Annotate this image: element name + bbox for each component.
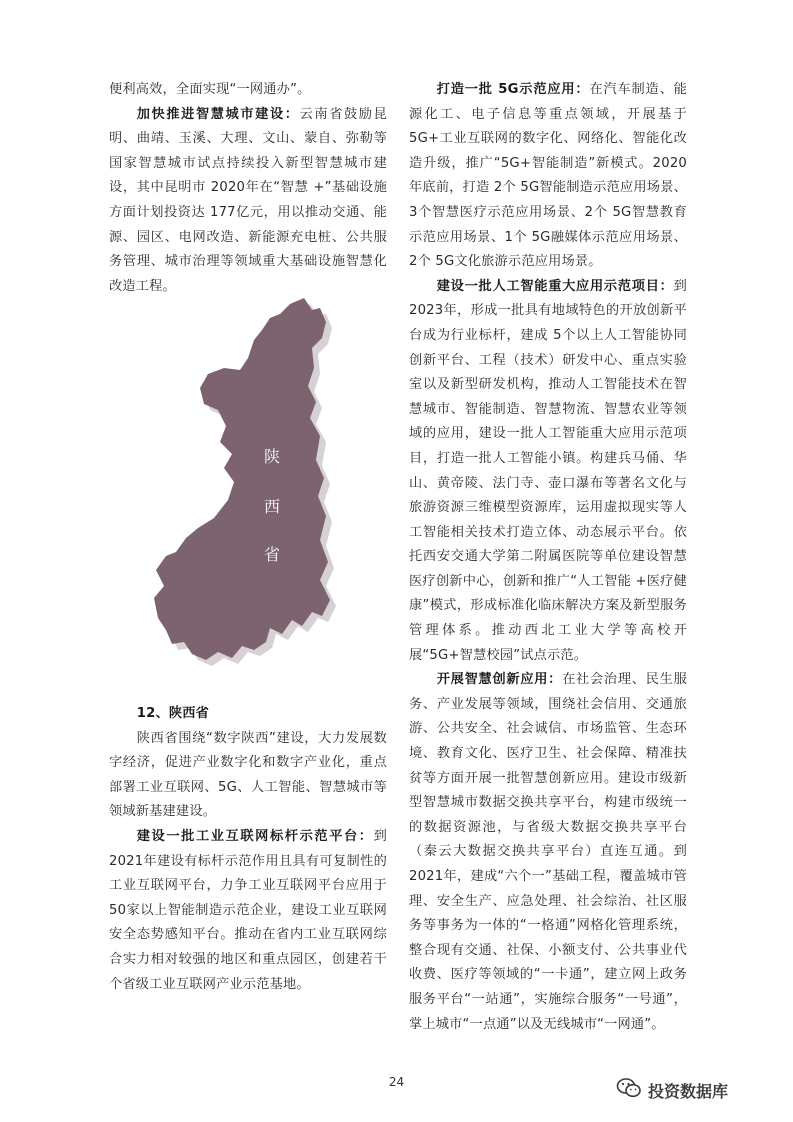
paragraph-ai-body: 到2023年，形成一批具有地域特色的开放创新平台成为行业标杆，建成 5个以上人工智能协同创新平台、工程（技术）研发中心、重点实验室以及新型研发机构，推动人工智能技术在智慧城市、智能制造、智慧物流、智慧农业等领域的应用，建设一批人工智能重大应用示范项目，打造一批人工智能小镇。构建兵马俑、华山、黄帝陵、法门寺、壶口瀑布等著名文化与旅游资源三维模型资源库，运用虚拟现实等人工智能相关技术打造立体、动态展示平台。依托西安交通大学第二附属医院等单位建设智慧医疗创新中心，创新和推广“人工智能 +医疗健康”模式，形成标准化临床解决方案及新型服务管理体系。推动西北工业大学等高校开展“5G+智慧校园”试点示范。 bbox=[409, 278, 687, 663]
paragraph-smart-city bbox=[109, 103, 387, 300]
paragraph-smart-city-title: 加快推进智慧城市建设： bbox=[136, 106, 300, 122]
paragraph-industrial-internet bbox=[109, 825, 387, 997]
map-label-sheng: 省 bbox=[264, 545, 281, 564]
paragraph-ai bbox=[409, 275, 687, 669]
paragraph-5g-body: 在汽车制造、能源化工、电子信息等重点领域，开展基于 5G+工业互联网的数字化、网络化、智能化改造升级，推广“5G+智能制造”新模式。2020年底前，打造 2个 5G智能制造示范应用场景、3个智慧医疗示范应用场景、2个 5G智慧教育示范应用场景、1个 5G融媒体示范应用场景、2个 5G文化旅游示范应用场景。 bbox=[409, 82, 687, 270]
left-column bbox=[109, 78, 387, 299]
watermark-text: 投资数据库 bbox=[648, 1081, 729, 1101]
paragraph-ai-title: 建设一批人工智能重大应用示范项目： bbox=[436, 278, 674, 294]
paragraph-5g bbox=[409, 78, 687, 275]
paragraph-industrial-internet-body: 到2021年建设有标杆示范作用且具有可复制性的工业互联网平台，力争工业互联网平台应用于50家以上智能制造示范企业，建设工业互联网安全态势感知平台。推动在省内工业互联网综合实力相对较强的地区和重点园区，创建若干个省级工业互联网产业示范基地。 bbox=[109, 828, 387, 992]
shaanxi-map-region bbox=[154, 298, 330, 660]
section-title-shaanxi: 12、陕西省 bbox=[136, 706, 210, 721]
map-label-shaan: 陕 bbox=[264, 447, 281, 466]
paragraph-industrial-internet-title: 建设一批工业互联网标杆示范平台： bbox=[136, 828, 374, 844]
left-column-lower bbox=[109, 702, 387, 997]
wechat-icon bbox=[616, 1077, 642, 1103]
shaanxi-map-shape bbox=[150, 296, 340, 686]
paragraph-smart-city-body: 云南省鼓励昆明、曲靖、玉溪、大理、文山、蒙自、弥勒等国家智慧城市试点持续投入新型智慧城市建设，其中昆明市 2020年在“智慧 +”基础设施方面计划投资达 177亿元，用以推动交通、能源、园区、电网改造、新能源充电桩、公共服务管理、城市治理等领域重大基础设施智慧化改造工程。 bbox=[109, 106, 387, 294]
watermark bbox=[616, 1077, 728, 1103]
paragraph-shaanxi-intro: 陕西省围绕“数字陕西”建设，大力发展数字经济，促进产业数字化和数字产业化，重点部署工业互联网、5G、人工智能、智慧城市等领域新基建建设。 bbox=[109, 730, 387, 820]
paragraph-1: 便利高效，全面实现“一网通办”。 bbox=[109, 82, 311, 97]
paragraph-smart-innovation-title: 开展智慧创新应用： bbox=[436, 672, 563, 688]
map-label-xi: 西 bbox=[264, 497, 281, 516]
shaanxi-map bbox=[150, 296, 340, 686]
page-number: 24 bbox=[388, 1075, 405, 1089]
paragraph-5g-title: 打造一批 5G示范应用： bbox=[436, 82, 590, 97]
right-column bbox=[409, 78, 687, 1037]
paragraph-smart-innovation-body: 在社会治理、民生服务、产业发展等领域，围绕社会信用、交通旅游、公共安全、社会诚信、市场监管、生态环境、教育文化、医疗卫生、社会保障、精准扶贫等方面开展一批智慧创新应用。建设市级新型智慧城市数据交换共享平台，构建市级统一的数据资源池，与省级大数据交换共享平台（秦云大数据交换共享平台）直连互通。到 2021年，建成“六个一”基础工程，覆盖城市管理、安全生产、应急处理、社会综治、社区服务等事务为一体的“一格通”网格化管理系统，整合现有交通、社保、小额支付、公共事业代收费、医疗等领域的“一卡通”，建立网上政务服务平台“一站通”，实施综合服务“一号通”，掌上城市“一点通”以及无线城市“一网通”。 bbox=[409, 672, 687, 1032]
paragraph-smart-innovation bbox=[409, 668, 687, 1037]
